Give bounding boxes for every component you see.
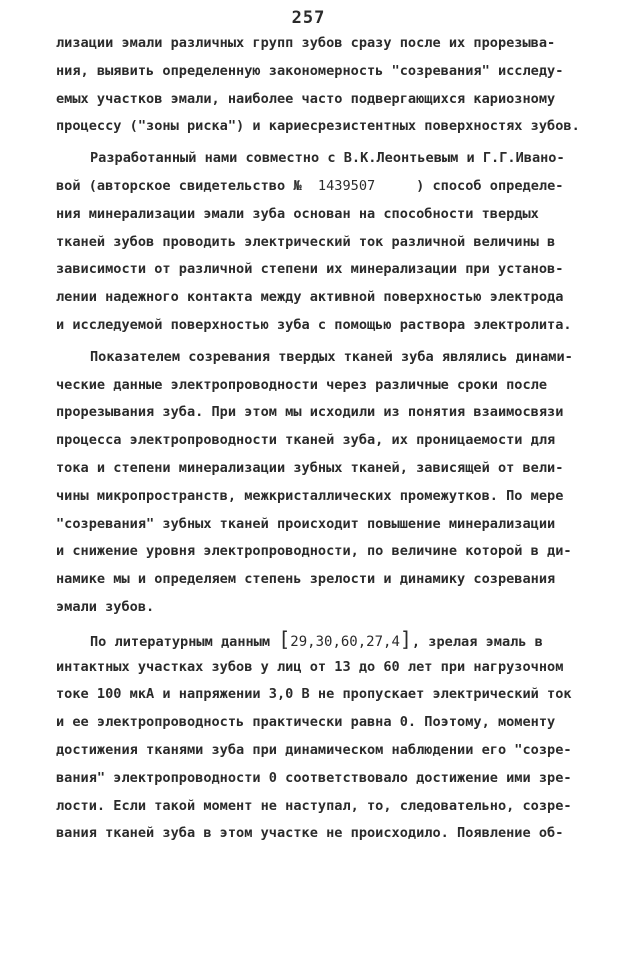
left-bracket-icon: [ <box>278 626 291 651</box>
text-fragment: вой (авторское свидетельство № <box>56 177 302 194</box>
text-line: процесса электропроводности тканей зуба, их проницаемости для <box>56 432 556 449</box>
text-line: вания" электропроводности 0 соответствовало достижение ими зре- <box>56 769 572 786</box>
paragraph-3 <box>56 344 591 622</box>
text-line-with-certificate <box>56 173 591 201</box>
text-line: ния минерализации эмали зуба основан на способности твердых <box>56 205 539 222</box>
text-line: токе 100 мкА и напряжении 3,0 В не пропускает электрический ток <box>56 686 572 703</box>
text-line: зависимости от различной степени их минерализации при установ- <box>56 261 564 278</box>
text-line: лости. Если такой момент не наступал, то, следовательно, созре- <box>56 797 572 814</box>
certificate-number: 1439507 <box>317 177 376 194</box>
text-line: вания тканей зуба в этом участке не происходило. Появление об- <box>56 825 564 842</box>
text-line-with-references <box>56 626 591 654</box>
document-body <box>56 30 591 848</box>
text-line: лизации эмали различных групп зубов сразу после их прорезыва- <box>56 35 556 51</box>
paragraph-1 <box>56 30 591 141</box>
text-line: Показателем созревания твердых тканей зуба являлись динами- <box>90 348 573 365</box>
text-line: и снижение уровня электропроводности, по величине которой в ди- <box>56 543 572 560</box>
paragraph-4 <box>56 626 591 848</box>
text-line: "созревания" зубных тканей происходит повышение минерализации <box>56 515 556 532</box>
text-fragment: , зрелая эмаль в <box>411 633 543 650</box>
page-number: 257 <box>291 8 326 28</box>
text-line: и ее электропроводность практически равна 0. Поэтому, моменту <box>56 714 556 731</box>
paragraph-2 <box>56 145 591 340</box>
right-bracket-icon: ] <box>399 626 412 651</box>
text-line: ния, выявить определенную закономерность "созревания" исследу- <box>56 62 564 79</box>
text-line: достижения тканями зуба при динамическом наблюдении его "созре- <box>56 741 572 758</box>
text-line: тканей зубов проводить электрический ток различной величины в <box>56 233 556 250</box>
text-line: процессу ("зоны риска") и кариесрезистентных поверхностях зубов. <box>56 118 580 135</box>
text-line: чины микропространств, межкристаллических промежутков. По мере <box>56 487 564 504</box>
text-line: ческие данные электропроводности через различные сроки после <box>56 376 548 393</box>
reference-list <box>278 626 412 651</box>
text-line: емых участков эмали, наиболее часто подвергающихся кариозному <box>56 90 556 107</box>
text-line: интактных участках зубов у лиц от 13 до 60 лет при нагрузочном <box>56 658 564 675</box>
text-line: и исследуемой поверхностью зуба с помощью раствора электролита. <box>56 316 572 333</box>
text-fragment: ) способ определе- <box>416 177 564 194</box>
text-line: лении надежного контакта между активной поверхностью электрода <box>56 289 564 306</box>
text-line: намике мы и определяем степень зрелости и динамику созревания <box>56 571 556 588</box>
text-line: тока и степени минерализации зубных тканей, зависящей от вели- <box>56 459 564 476</box>
text-line: прорезывания зуба. При этом мы исходили из понятия взаимосвязи <box>56 404 564 421</box>
text-line: эмали зубов. <box>56 598 155 615</box>
text-line: Разработанный нами совместно с В.К.Леонтьевым и Г.Г.Ивано- <box>90 150 565 167</box>
reference-numbers: 29,30,60,27,4 <box>290 633 400 650</box>
text-fragment: По литературным данным <box>90 633 271 650</box>
